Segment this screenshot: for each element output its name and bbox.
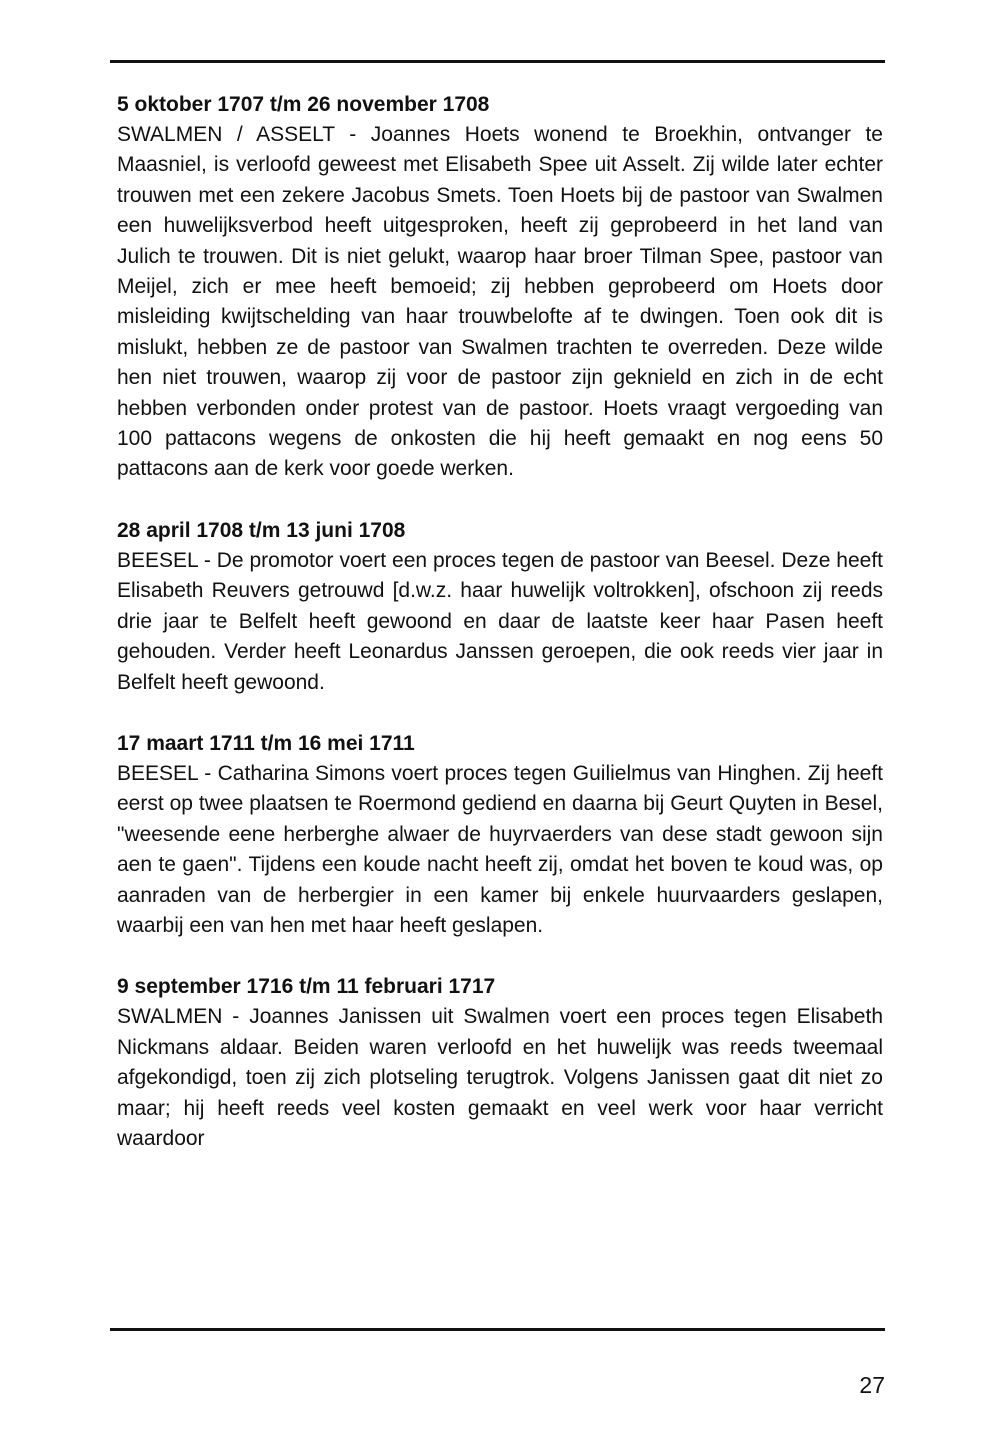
entry [117, 972, 883, 1154]
bottom-rule [110, 1328, 885, 1331]
page-content [117, 90, 883, 1185]
top-rule [110, 60, 885, 63]
entry-date: 28 april 1708 t/m 13 juni 1708 [117, 518, 406, 542]
page-number: 27 [859, 1372, 885, 1398]
entry-date: 17 maart 1711 t/m 16 mei 1711 [117, 731, 415, 755]
entry [117, 516, 883, 698]
entry [117, 90, 883, 485]
entry-date: 5 oktober 1707 t/m 26 november 1708 [117, 93, 490, 116]
entry-text: SWALMEN / ASSELT - Joannes Hoets wonend te Broekhin, ontvanger te Maasniel, is verloofd geweest met Elisabeth Spee uit Asselt. Zij wilde later echter trouwen met een zekere Jacobus Smets. Toen Hoets bij de pastoor van Swalmen een huwelijksverbod heeft uitgesproken, heeft zij geprobeerd in het land van Julich te trouwen. Dit is niet gelukt, waarop haar broer Tilman Spee, pastoor van Meijel, zich er mee heeft bemoeid; zij hebben geprobeerd om Hoets door misleiding kwijtschelding van haar trouwbelofte af te dwingen. Toen ook dit is mislukt, hebben ze de pastoor van Swalmen trachten te overreden. Deze wilde hen niet trouwen, waarop zij voor de pastoor zijn geknield en zich in de echt hebben verbonden onder protest van de pastoor. Hoets vraagt vergoeding van 100 pattacons wegens de onkosten die hij heeft gemaakt en nog eens 50 pattacons aan de kerk voor goede werken. [117, 123, 883, 481]
entry-text: SWALMEN - Joannes Janissen uit Swalmen voert een proces tegen Elisabeth Nickmans aldaar. Beiden waren verloofd en het huwelijk was reeds tweemaal afgekondigd, toen zij zich plotseling terugtrok. Volgens Janissen gaat dit niet zo maar; hij heeft reeds veel kosten gemaakt en veel werk voor haar verricht waardoor [117, 1005, 883, 1150]
entry-text: BEESEL - De promotor voert een proces tegen de pastoor van Beesel. Deze heeft Elisabeth Reuvers getrouwd [d.w.z. haar huwelijk voltrokken], ofschoon zij reeds drie jaar te Belfelt heeft gewoond en daar de laatste keer haar Pasen heeft gehouden. Verder heeft Leonardus Janssen geroepen, die ook reeds vier jaar in Belfelt heeft gewoond. [117, 548, 883, 694]
entry [117, 729, 883, 941]
entry-date: 9 september 1716 t/m 11 februari 1717 [117, 975, 496, 999]
entry-text: BEESEL - Catharina Simons voert proces tegen Guilielmus van Hinghen. Zij heeft eerst op twee plaatsen te Roermond gediend en daarna bij Geurt Quyten in Besel, "weesende eene herberghe alwaer de huyrvaerders van dese stadt gewoon sijn aen te gaen". Tijdens een koude nacht heeft zij, omdat het boven te koud was, op aanraden van de herbergier in een kamer bij enkele huurvaarders geslapen, waarbij een van hen met haar heeft geslapen. [117, 761, 883, 937]
